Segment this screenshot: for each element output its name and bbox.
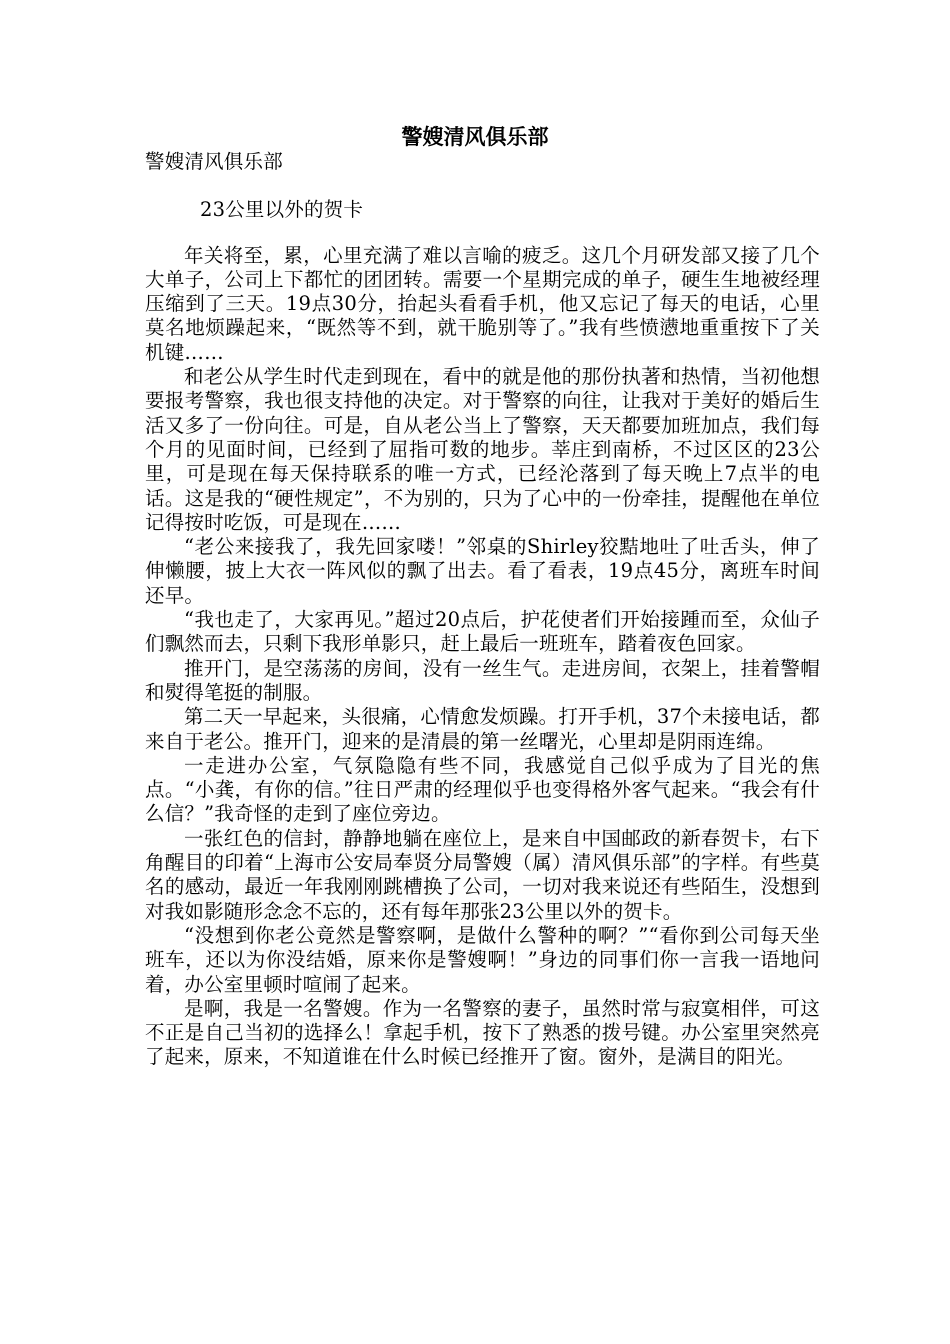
paragraph: 一走进办公室，气氛隐隐有些不同，我感觉自己似乎成为了目光的焦点。“小龚，有你的信。”往日严肃的经理似乎也变得格外客气起来。“我会有什么信？”我奇怪的走到了座位旁边。 <box>145 753 820 826</box>
paragraph: “没想到你老公竟然是警察啊，是做什么警种的啊？”“看你到公司每天坐班车，还以为你没结婚，原来你是警嫂啊！”身边的同事们你一言我一语地问着，办公室里顿时喧闹了起来。 <box>145 923 820 996</box>
paragraph: 年关将至，累，心里充满了难以言喻的疲乏。这几个月研发部又接了几个大单子，公司上下都忙的团团转。需要一个星期完成的单子，硬生生地被经理压缩到了三天。19点30分，抬起头看看手机，他又忘记了每天的电话，心里莫名地烦躁起来，“既然等不到，就干脆别等了。”我有些愤懑地重重按下了关机键…… <box>145 243 820 364</box>
document-title: 警嫂清风俱乐部 <box>401 125 549 149</box>
paragraph: “老公来接我了，我先回家喽！”邻桌的Shirley狡黠地吐了吐舌头，伸了伸懒腰，披上大衣一阵风似的飘了出去。看了看表，19点45分，离班车时间还早。 <box>145 535 820 607</box>
paragraph: 和老公从学生时代走到现在，看中的就是他的那份执著和热情，当初他想要报考警察，我也很支持他的决定。对于警察的向往，让我对于美好的婚后生活又多了一份向往。可是，自从老公当上了警察，天天都要加班加点，我们每个月的见面时间，已经到了屈指可数的地步。莘庄到南桥，不过区区的23公里，可是现在每天保持联系的唯一方式，已经沦落到了每天晚上7点半的电话。这是我的“硬性规定”，不为别的，只为了心中的一份牵挂，提醒他在单位记得按时吃饭，可是现在…… <box>145 365 820 534</box>
story-title: 23公里以外的贺卡 <box>200 198 364 222</box>
paragraph: 推开门，是空荡荡的房间，没有一丝生气。走进房间，衣架上，挂着警帽和熨得笔挺的制服。 <box>145 656 820 704</box>
document-content <box>145 150 820 1070</box>
paragraph: 第二天一早起来，头很痛，心情愈发烦躁。打开手机，37个未接电话，都来自于老公。推开门，迎来的是清晨的第一丝曙光，心里却是阴雨连绵。 <box>145 705 820 753</box>
paragraph: 一张红色的信封，静静地躺在座位上，是来自中国邮政的新春贺卡，右下角醒目的印着“上海市公安局奉贤分局警嫂（属）清风俱乐部”的字样。有些莫名的感动，最近一年我刚刚跳槽换了公司，一切对我来说还有些陌生，没想到对我如影随形念念不忘的，还有每年那张23公里以外的贺卡。 <box>145 826 820 923</box>
paragraph: 是啊，我是一名警嫂。作为一名警察的妻子，虽然时常与寂寞相伴，可这不正是自己当初的选择么！拿起手机，按下了熟悉的拨号键。办公室里突然亮了起来，原来，不知道谁在什么时候已经推开了窗。窗外，是满目的阳光。 <box>145 996 820 1069</box>
paragraph: “我也走了，大家再见。”超过20点后，护花使者们开始接踵而至，众仙子们飘然而去，只剩下我形单影只，赶上最后一班班车，踏着夜色回家。 <box>145 608 820 656</box>
story-body <box>145 244 820 1070</box>
document-subtitle: 警嫂清风俱乐部 <box>145 150 283 173</box>
